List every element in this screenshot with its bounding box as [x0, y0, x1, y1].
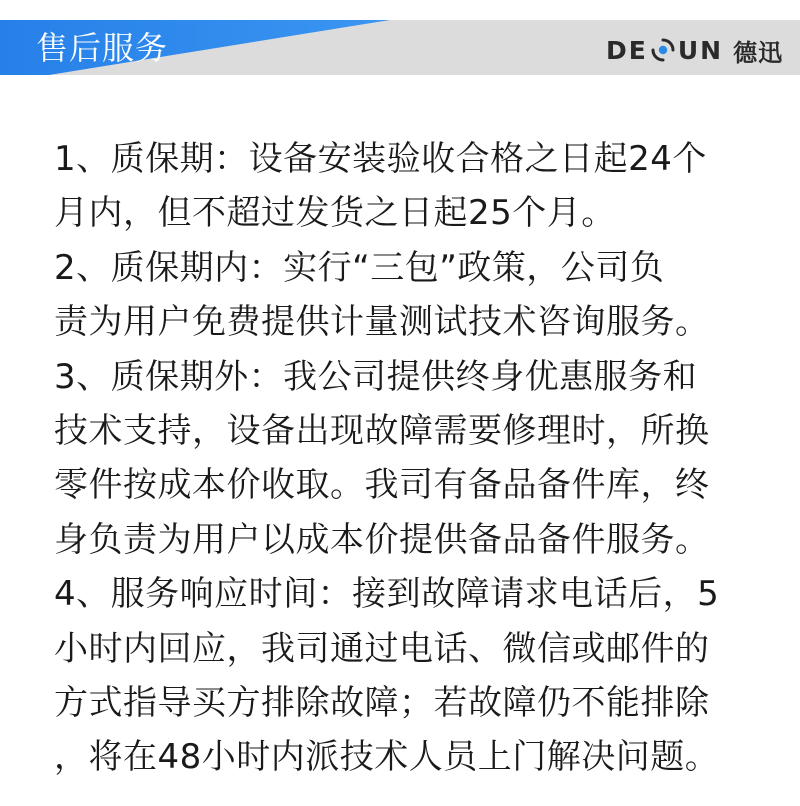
- logo-text-left: DE: [606, 35, 648, 65]
- text-line: 零件按成本价收取。我司有备品备件库，终: [54, 465, 710, 506]
- logo-chinese-name: 德迅: [733, 38, 784, 67]
- brand-logo: [606, 35, 783, 65]
- text-line: 月内，但不超过发货之日起25个月。: [54, 193, 616, 234]
- service-terms-text: [54, 132, 754, 785]
- signal-circle-icon: [650, 37, 676, 63]
- header-banner: [0, 20, 800, 75]
- text-line: 方式指导买方排除故障；若故障仍不能排除: [54, 682, 710, 723]
- page-title: 售后服务: [36, 29, 169, 67]
- text-line: 3、质保期外：我公司提供终身优惠服务和: [54, 356, 698, 397]
- text-line: 身负责为用户以成本价提供备品备件服务。: [54, 519, 710, 560]
- logo-text-right: UN: [677, 35, 724, 65]
- text-line: 小时内回应，我司通过电话、微信或邮件的: [54, 628, 710, 669]
- text-line: ，将在48小时内派技术人员上门解决问题。: [54, 737, 720, 778]
- text-line: 4、服务响应时间：接到故障请求电话后，5: [54, 574, 720, 615]
- text-line: 技术支持，设备出现故障需要修理时，所换: [54, 410, 710, 451]
- text-line: 1、质保期：设备安装验收合格之日起24个: [54, 139, 707, 179]
- logo-wordmark: [606, 35, 723, 65]
- text-line: 2、质保期内：实行“三包”政策，公司负: [54, 247, 665, 288]
- text-line: 责为用户免费提供计量测试技术咨询服务。: [54, 302, 710, 343]
